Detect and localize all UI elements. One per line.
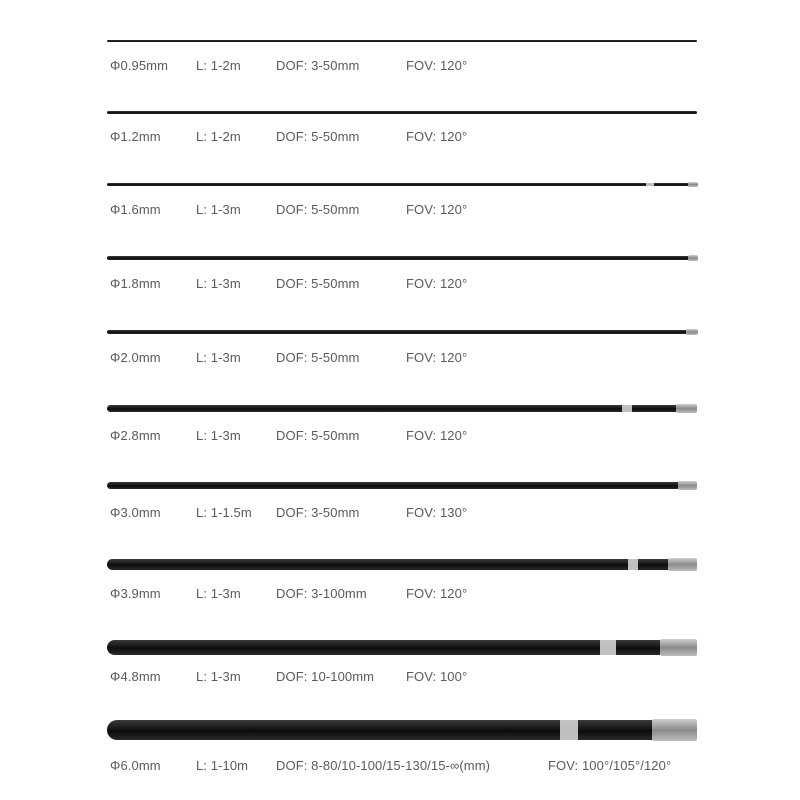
dof-label: DOF: 5-50mm: [276, 428, 360, 443]
cable-band: [560, 720, 578, 740]
length-label: L: 1-2m: [196, 58, 241, 73]
fov-label: FOV: 120°: [406, 586, 468, 601]
cable-band: [600, 640, 616, 655]
fov-label: FOV: 100°/105°/120°: [548, 758, 672, 773]
cable-image: [107, 405, 697, 412]
cable-tip: [686, 329, 698, 335]
diameter-label: Φ1.8mm: [110, 276, 161, 291]
fov-label: FOV: 120°: [406, 129, 468, 144]
diameter-label: Φ4.8mm: [110, 669, 161, 684]
length-label: L: 1-10m: [196, 758, 249, 773]
fov-label: FOV: 100°: [406, 669, 468, 684]
cable-tip: [676, 404, 697, 413]
dof-label: DOF: 5-50mm: [276, 129, 360, 144]
length-label: L: 1-3m: [196, 428, 241, 443]
cable-tip: [678, 481, 697, 490]
fov-label: FOV: 120°: [406, 428, 468, 443]
dof-label: DOF: 8-80/10-100/15-130/15-∞(mm): [276, 758, 491, 773]
fov-label: FOV: 120°: [406, 202, 468, 217]
diameter-label: Φ1.2mm: [110, 129, 161, 144]
dof-label: DOF: 10-100mm: [276, 669, 375, 684]
length-label: L: 1-1.5m: [196, 505, 252, 520]
cable-tip: [660, 639, 697, 656]
dof-label: DOF: 5-50mm: [276, 202, 360, 217]
cable-image: [107, 40, 697, 42]
cable-tip: [688, 255, 698, 261]
diameter-label: Φ3.0mm: [110, 505, 161, 520]
length-label: L: 1-3m: [196, 350, 241, 365]
cable-tip: [688, 182, 698, 187]
length-label: L: 1-3m: [196, 669, 241, 684]
diameter-label: Φ0.95mm: [110, 58, 169, 73]
cable-band: [622, 405, 632, 412]
cable-image: [107, 183, 697, 186]
dof-label: DOF: 3-50mm: [276, 505, 360, 520]
cable-image: [107, 482, 697, 489]
diameter-label: Φ6.0mm: [110, 758, 161, 773]
dof-label: DOF: 3-50mm: [276, 58, 360, 73]
fov-label: FOV: 130°: [406, 505, 468, 520]
dof-label: DOF: 5-50mm: [276, 350, 360, 365]
dof-label: DOF: 5-50mm: [276, 276, 360, 291]
diameter-label: Φ2.8mm: [110, 428, 161, 443]
diameter-label: Φ1.6mm: [110, 202, 161, 217]
cable-band: [628, 559, 638, 570]
length-label: L: 1-3m: [196, 276, 241, 291]
cable-image: [107, 720, 697, 740]
length-label: L: 1-3m: [196, 586, 241, 601]
cable-tip: [652, 719, 697, 741]
diameter-label: Φ3.9mm: [110, 586, 161, 601]
cable-band: [646, 183, 654, 186]
length-label: L: 1-3m: [196, 202, 241, 217]
cable-image: [107, 111, 697, 114]
dof-label: DOF: 3-100mm: [276, 586, 367, 601]
cable-image: [107, 559, 697, 570]
fov-label: FOV: 120°: [406, 58, 468, 73]
fov-label: FOV: 120°: [406, 276, 468, 291]
cable-image: [107, 330, 697, 334]
cable-tip: [668, 558, 697, 571]
fov-label: FOV: 120°: [406, 350, 468, 365]
diameter-label: Φ2.0mm: [110, 350, 161, 365]
length-label: L: 1-2m: [196, 129, 241, 144]
cable-image: [107, 256, 697, 260]
